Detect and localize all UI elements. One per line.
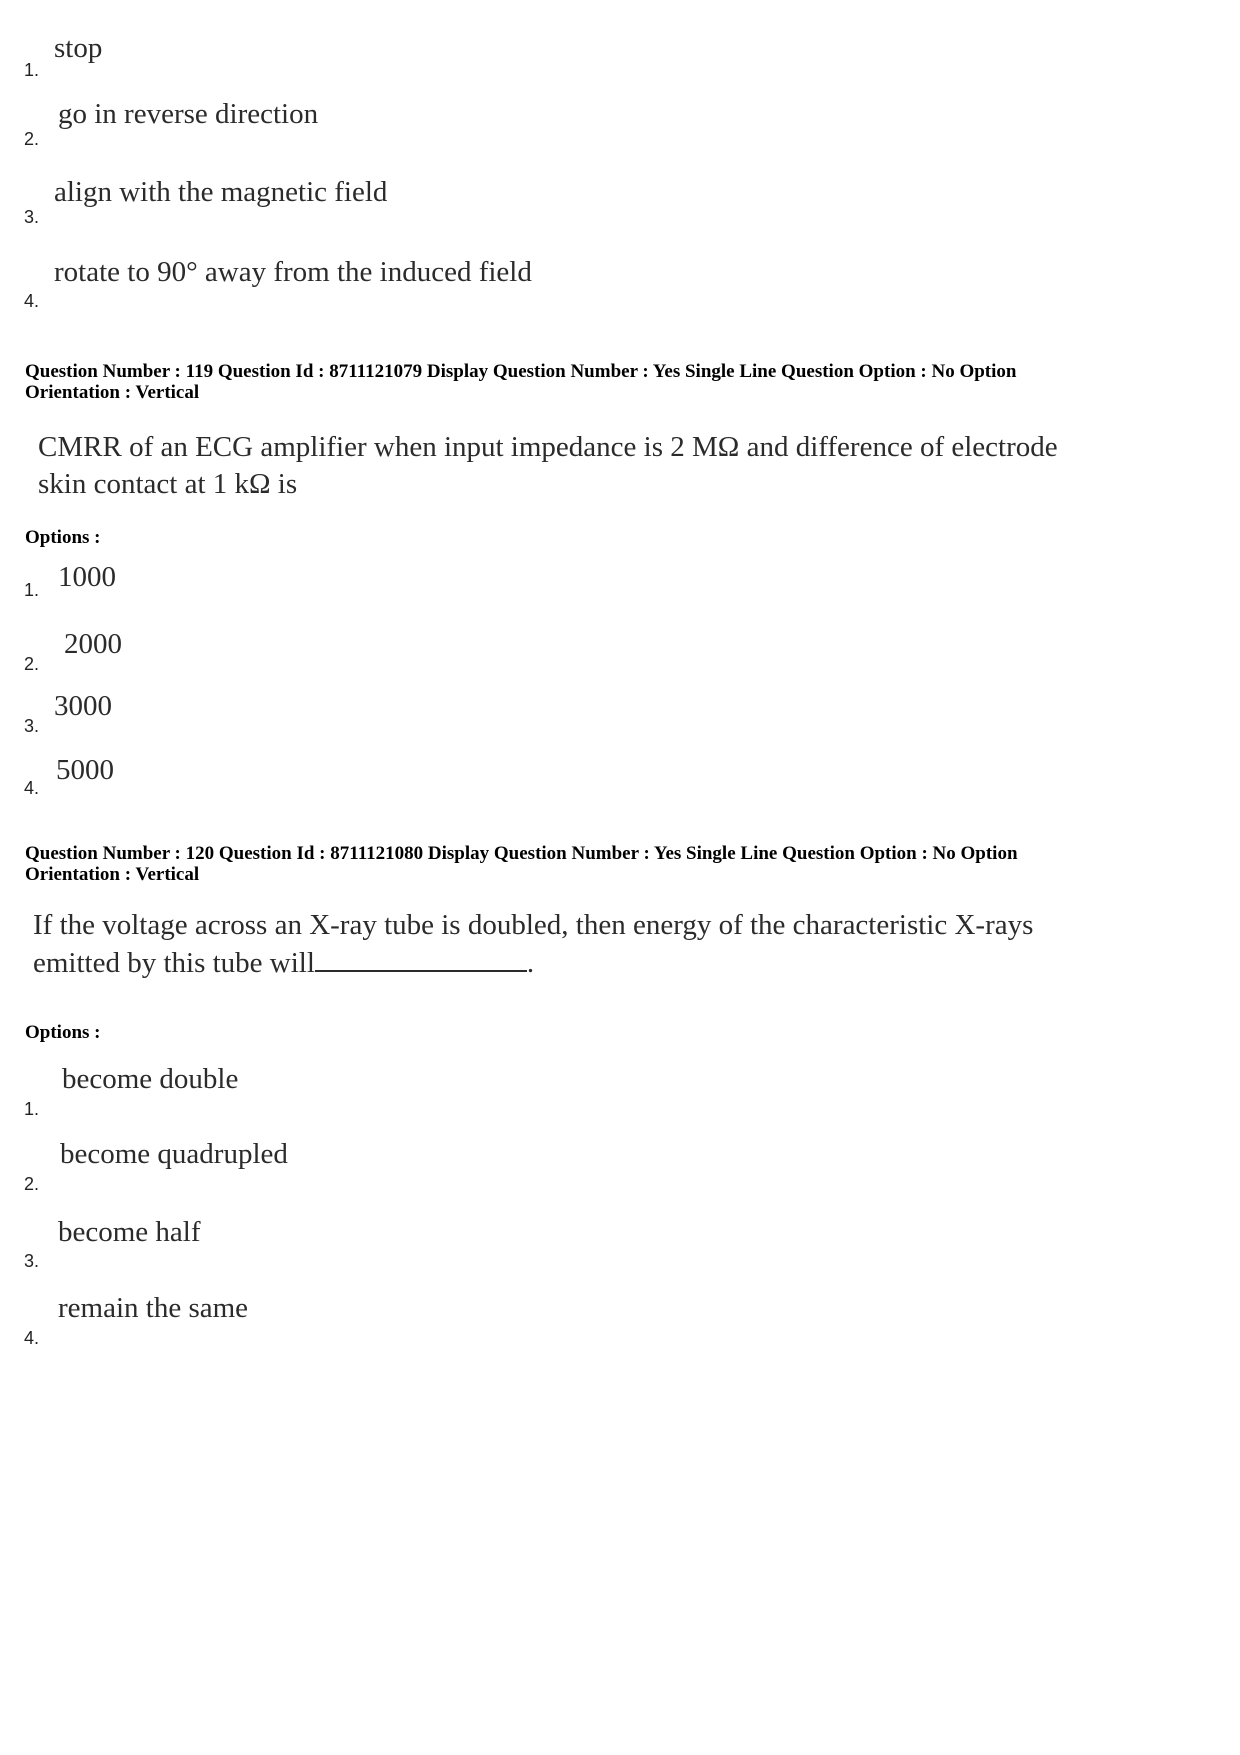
- prev-option-1-text: stop: [54, 32, 103, 64]
- answer-blank: [315, 944, 527, 972]
- q120-option-2-number: 2.: [24, 1174, 40, 1194]
- prev-option-1-number: 1.: [24, 60, 40, 80]
- question-120-stem-end: .: [526, 947, 535, 979]
- q119-option-3-text: 3000: [54, 690, 112, 722]
- question-119-meta: [25, 361, 1205, 403]
- prev-option-3-text: align with the magnetic field: [54, 176, 388, 208]
- question-120-stem: [33, 907, 1213, 982]
- q119-option-4-number: 4.: [24, 778, 40, 798]
- question-120-stem-line1: If the voltage across an X-ray tube is doubled, then energy of the characteristic X-rays: [33, 909, 1034, 941]
- prev-option-3-number: 3.: [24, 207, 40, 227]
- question-120-options-label: Options :: [25, 1022, 101, 1043]
- q119-option-3-number: 3.: [24, 716, 40, 736]
- question-120-stem-line2-wrap: [33, 944, 1213, 982]
- q119-option-2-text: 2000: [64, 628, 122, 660]
- question-120-stem-line2: emitted by this tube will: [33, 947, 315, 979]
- question-119-meta-line2: Orientation : Vertical: [25, 382, 200, 403]
- prev-option-4-text: rotate to 90° away from the induced field: [54, 256, 532, 288]
- q120-option-4-text: remain the same: [58, 1292, 249, 1324]
- prev-option-2-text: go in reverse direction: [58, 98, 319, 130]
- question-119-meta-line1: Question Number : 119 Question Id : 8711121079 Display Question Number : Yes Single Line Question Option : No Option: [25, 361, 1017, 382]
- question-119-stem: [38, 429, 1208, 503]
- q120-option-2-text: become quadrupled: [60, 1138, 288, 1170]
- q119-option-1-text: 1000: [58, 561, 116, 593]
- q120-option-1-number: 1.: [24, 1099, 40, 1119]
- question-119-stem-line2: skin contact at 1 kΩ is: [38, 468, 298, 500]
- q119-option-2-number: 2.: [24, 654, 40, 674]
- q120-option-4-number: 4.: [24, 1328, 40, 1348]
- q120-option-3-text: become half: [58, 1216, 201, 1248]
- question-119-stem-line1: CMRR of an ECG amplifier when input impedance is 2 MΩ and difference of electrode: [38, 431, 1058, 463]
- q120-option-1-text: become double: [62, 1063, 239, 1095]
- prev-option-4-number: 4.: [24, 291, 40, 311]
- question-120-meta-line1: Question Number : 120 Question Id : 8711121080 Display Question Number : Yes Single Line Question Option : No Option: [25, 843, 1018, 864]
- q119-option-1-number: 1.: [24, 580, 40, 600]
- question-119-options-label: Options :: [25, 527, 101, 548]
- prev-option-2-number: 2.: [24, 129, 40, 149]
- question-120-meta: [25, 843, 1205, 885]
- question-120-meta-line2: Orientation : Vertical: [25, 864, 200, 885]
- q120-option-3-number: 3.: [24, 1251, 40, 1271]
- q119-option-4-text: 5000: [56, 754, 114, 786]
